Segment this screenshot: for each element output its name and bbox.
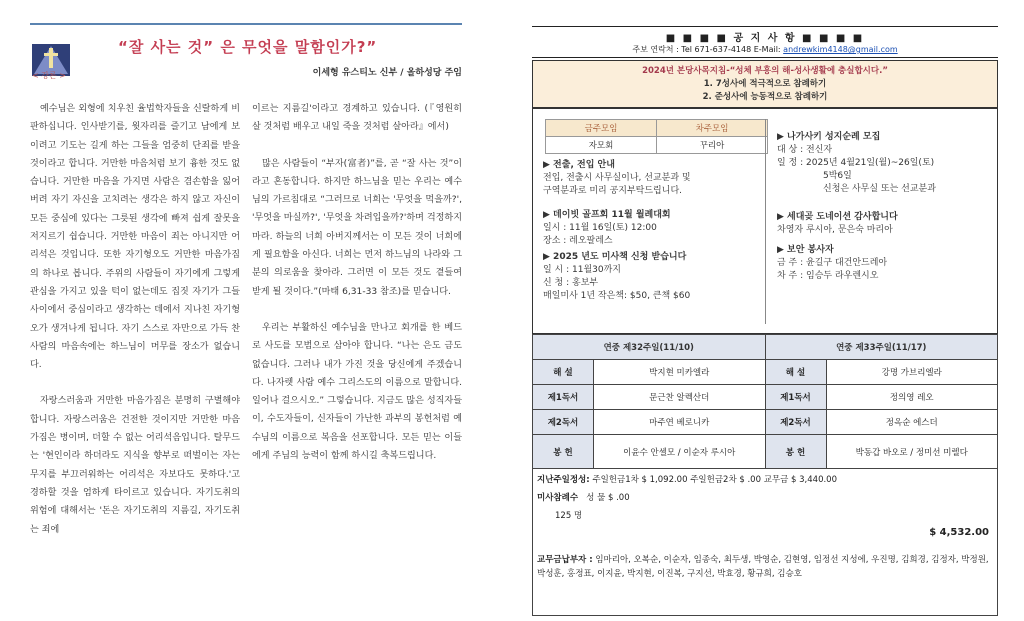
roster-label: 해 설	[765, 360, 826, 385]
homily-title: “잘 사는 것” 은 무엇을 말함인가?”	[118, 38, 378, 56]
table-row	[533, 410, 998, 435]
notice-title: ■ ■ ■ ■ 공 지 사 항 ■ ■ ■ ■	[665, 33, 865, 44]
notice-page	[532, 24, 998, 616]
finance-row	[537, 491, 630, 503]
roster-cell: 박동갑 바오로 / 정미선 미렐다	[826, 435, 998, 469]
announcement-line: 일 시 : 11월30까지	[543, 265, 621, 275]
announcement-transfer	[543, 159, 691, 198]
announcement-title: ▶ 보안 봉사자	[777, 245, 834, 255]
finance-label: 지난주일정성:	[537, 475, 590, 485]
announcement-title: ▶ 2025 년도 미사책 신청 받습니다	[543, 252, 687, 262]
announcement-title: ▶ 데이빗 골프회 11월 월례대회	[543, 210, 671, 220]
roster-cell: 박지현 미카엘라	[594, 360, 766, 385]
finance-total: $ 4,532.00	[929, 527, 989, 538]
announcement-line: 전입, 전출시 사무실이나, 선교분과 및	[543, 173, 691, 183]
contact-email[interactable]: andrewkim4148@gmail.com	[783, 45, 898, 54]
pastoral-theme-box	[532, 60, 998, 108]
theme-line: 2. 준성사에 능동적으로 참례하기	[702, 92, 828, 102]
announcement-missal	[543, 251, 690, 303]
paragraph: 예수님은 외형에 치우친 율법학자들을 신랄하게 비판하십니다. 인사받기를, 윗자리를 즐기고 남에게 보이려고 기도는 길게 하는 그들을 엄중히 단죄를 받을 것이라고 합니다. 거만한 마음처럼 보기 흉한 것도 없습니다. 거만한 마음을 가지면 사람은 겸손함을 잃어버려 자기 자신을 고치려는 생각은 하지 않고 자신이 모든 중심에 있다는 그릇된 생각에 빠져 쉽게 잘못을 저지르기 쉽습니다. 거만한 마음이 죄는 아니지만 어리석은 것입니다. 또한 자기형오도 거만한 마음가짐의 하나로 봅니다. 주위의 사람들이 자기에게 그렇게 관심을 가지고 있을 턱이 없는데도 집짓 자기가 그들 사이에서 중심이라고 생각하는 데에서 지나친 자기형오가 생겨나게 됩니다. 자기 스스로 자만으로 가득 찬 사람의 마음속에는 하느님이 머무를 장소가 없습니다.	[30, 104, 240, 371]
theme-line: 2024년 본당사목지침-“성체 부흥의 해-성사생활에 충실합시다.”	[642, 66, 888, 76]
announcement-line: 신 청 : 홍보부	[543, 278, 599, 288]
announcement-line: 차 주 : 임승두 라우렌시오	[777, 271, 879, 281]
roster-cell: 문근찬 알렉산더	[594, 385, 766, 410]
contact-line	[532, 44, 998, 55]
finance-row	[537, 473, 837, 485]
contact-prefix: 주보 연락처 : Tel 671-637-4148 E-Mail:	[632, 45, 784, 54]
theme-line: 1. 7성사에 적극적으로 참례하기	[703, 79, 827, 89]
meeting-header: 금주모임	[546, 120, 657, 137]
announcement-donation	[777, 211, 898, 237]
table-row	[533, 360, 998, 385]
finance-values: 주일헌금1차 $ 1,092.00 주일헌금2차 $ .00 교무금 $ 3,440.00	[592, 475, 837, 485]
homily-column-2	[252, 100, 462, 483]
liturgy-roster	[532, 334, 998, 469]
paragraph: 우리는 부활하신 예수님을 만나고 회개를 한 베드로 사도를 모범으로 삼아야 합니다. “나는 은도 금도 없습니다. 그러나 내가 가진 것을 당신에게 주겠습니다. 나자렛 사람 예수 그리스도의 이름으로 말합니다. 일어나 걸으시오.” 그렇습니다. 지금도 많은 성직자들이, 수도자들이, 신자들이 가난한 과부의 봉헌처럼 예수님의 이름으로 복음을 선포합니다. 모든 믿는 이들에게 주님의 능력이 함께 하시길 축복드립니다.	[252, 322, 462, 462]
announcement-pilgrimage	[777, 131, 936, 196]
meeting-value: 꾸리아	[657, 137, 768, 154]
table-row	[533, 385, 998, 410]
announcement-title: ▶ 세대곶 도네이션 감사합니다	[777, 212, 898, 222]
roster-label: 제1독서	[765, 385, 826, 410]
announcement-golf	[543, 209, 671, 248]
donor-list	[537, 553, 989, 581]
roster-cell: 이윤수 안셀모 / 이순자 루시아	[594, 435, 766, 469]
finance-label: 교무금납부자 :	[537, 555, 593, 565]
announcements-box	[532, 108, 998, 334]
announcement-line: 장소 : 레오팔레스	[543, 236, 613, 246]
announcement-line: 일 정 : 2025년 4월21일(월)~26일(토)	[777, 158, 935, 168]
announcement-title: ▶ 전출, 전입 안내	[543, 160, 615, 170]
column-divider	[765, 119, 766, 324]
roster-label: 제2독서	[765, 410, 826, 435]
meeting-table	[545, 119, 768, 154]
roster-week-header: 연중 제33주일(11/17)	[765, 335, 998, 360]
announcement-line: 금 주 : 윤길구 대건안드레아	[777, 258, 888, 268]
paragraph: 많은 사람들이 “부자(富者)”를, 곧 “잘 사는 것”이라고 혼동합니다. 하지만 하느님을 믿는 우리는 예수님의 가르침대로 “그러므로 너희는 '무엇을 먹을까?', '무엇을 마실까?', '무엇을 차려입을까?'하며 걱정하지 마라. 하늘의 너희 아버지께서는 이 모든 것이 너희에게 필요함을 아신다. 너희는 먼저 하느님의 나라와 그분의 의로움을 찾아라. 그러면 이 모든 것도 곁들여 받게 될 것이다.”(마태 6,31-33 참조)를 믿습니다.	[252, 158, 462, 297]
top-rule	[30, 23, 462, 25]
roster-label: 봉 헌	[765, 435, 826, 469]
rule	[532, 57, 998, 58]
announcement-security	[777, 244, 887, 283]
paragraph: 자랑스러움과 거만한 마음가짐은 분명히 구별해야 합니다. 자랑스러움은 건전한 것이지만 거만한 마음가짐은 병이며, 더할 수 없는 어리석음입니다. 탈무드는 '현인이라 하더라도 지식을 향부로 떠벌이는 자는 무지를 부끄러워하는 어리석은 자보다도 못하다.'고 경하할 것을 엄하게 타이르고 있습니다. 자기도취의 위험에 대해서는 '돈은 자기도취의 지름길, 자기도취는 죄에	[30, 396, 240, 535]
announcement-line: 매일미사 1년 작은책: $50, 큰책 $60	[543, 291, 691, 301]
meeting-header: 차주모임	[657, 120, 768, 137]
logo-caption: < 강론 >	[32, 71, 66, 80]
announcement-line: 대 상 : 전신자	[777, 145, 833, 155]
roster-cell: 정의영 레오	[826, 385, 998, 410]
table-row	[533, 435, 998, 469]
top-rule	[532, 26, 998, 27]
mass-attendance-count: 125 명	[555, 511, 583, 521]
homily-page	[30, 20, 462, 616]
finance-values: 성 물 $ .00	[586, 493, 630, 503]
roster-label: 해 설	[533, 360, 594, 385]
finance-box	[532, 468, 998, 616]
roster-cell: 강명 가브리엘라	[826, 360, 998, 385]
announcement-line: 5박6일	[823, 171, 852, 181]
announcement-line: 차영자 루시아, 문은숙 마리아	[777, 225, 893, 235]
roster-label: 제1독서	[533, 385, 594, 410]
homily-author: 이세형 유스티노 신부 / 올하성당 주임	[312, 68, 462, 78]
announcement-line: 구역분과로 미리 공지부탁드립니다.	[543, 186, 682, 196]
roster-cell: 마주연 베로니카	[594, 410, 766, 435]
finance-label: 미사참례수	[537, 493, 579, 503]
roster-cell: 정옥순 에스더	[826, 410, 998, 435]
donor-names: 임마리아, 오복순, 이순자, 임종숙, 최두생, 박영순, 김현영, 임정선 지성에, 우진명, 김희경, 김정자, 박정원, 박성훈, 홍정표, 이지윤, 박지현, 이진복, 구지선, 박효경, 황규희, 김승호	[537, 555, 989, 579]
announcement-line: 신청은 사무실 또는 선교분과	[823, 184, 936, 194]
homily-column-1	[30, 100, 240, 557]
roster-label: 제2독서	[533, 410, 594, 435]
paragraph: 이르는 지름길'이라고 경계하고 있습니다. (『영원히 살 것처럼 배우고 내일 죽을 것처럼 살아라』에서)	[252, 104, 462, 133]
roster-label: 봉 헌	[533, 435, 594, 469]
announcement-title: ▶ 나가사키 성지순례 모집	[777, 132, 881, 142]
roster-week-header: 연중 제32주일(11/10)	[533, 335, 766, 360]
announcement-line: 일시 : 11월 16일(토) 12:00	[543, 223, 657, 233]
meeting-value: 자모회	[546, 137, 657, 154]
